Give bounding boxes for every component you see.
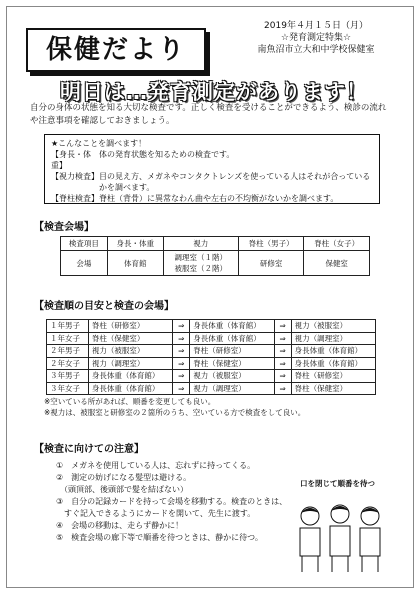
caution-item: ⑤ 検査会場の廊下等で順番を待つときは、静かに待つ。 [56, 533, 263, 542]
newsletter-title: 保健だより [45, 35, 186, 65]
table-cell: 視力（被服室） [88, 345, 172, 358]
caution-section-title: 【検査に向けての注意】 [34, 444, 144, 455]
caution-list [56, 460, 294, 544]
school-name: 南魚沼市立大和中学校保健室 [257, 45, 375, 55]
table-cell: 身長体重（体育館） [291, 357, 375, 370]
summary-row: 【身長・体重】 体の発育状態を知るための検査です。 [51, 150, 235, 170]
caution-item: ④ 会場の移動は、走らず静かに！ [56, 521, 184, 530]
table-row [47, 382, 376, 395]
table-cell: 視力（被服室） [291, 320, 375, 333]
issue-date: 2019年４月１５日（月） [264, 21, 368, 31]
table-cell: ⇒ [274, 382, 291, 395]
order-table [46, 319, 376, 395]
caution-item: （頭頂部、後頭部で髪を結ばない） [56, 485, 188, 494]
table-cell: ⇒ [274, 320, 291, 333]
intro-text: 自分の身体の状態を知る大切な検査です。正しく検査を受けることができるよう、検診の流れや注意事項を確認しておきましょう。 [30, 103, 387, 126]
table-cell: ⇒ [173, 382, 190, 395]
grade-label: １年女子 [47, 332, 89, 345]
table-cell: ⇒ [173, 320, 190, 333]
table-cell: ⇒ [173, 370, 190, 383]
table-cell: 身長体重（体育館） [88, 370, 172, 383]
table-cell: 脊柱（保健室） [291, 382, 375, 395]
table-cell: ⇒ [173, 332, 190, 345]
table-cell: 研修室 [238, 251, 304, 276]
table-cell: ⇒ [274, 370, 291, 383]
table-row [61, 237, 370, 251]
issue-meta [226, 20, 406, 56]
table-header: 身長・体重 [107, 237, 163, 251]
table-cell: 視力（調理室） [291, 332, 375, 345]
order-note: ※視力は、被服室と研修室の２箇所のうち、空いている方で検査をして良い。 [44, 408, 306, 417]
headline: 明日は…発育測定があります！ [60, 80, 368, 104]
table-header: 視力 [163, 237, 238, 251]
table-cell: 脊柱（研修室） [88, 320, 172, 333]
table-cell: ⇒ [173, 345, 190, 358]
venue-section-title: 【検査会場】 [34, 222, 94, 233]
table-cell: 調理室（１階） 被服室（２階） [163, 251, 238, 276]
table-header: 検査項目 [61, 237, 108, 251]
table-cell: 身長体重（体育館） [190, 332, 274, 345]
caution-item: ② 測定の妨げになる髪型は避ける。 [56, 473, 192, 482]
callout-text: 口を閉じて順番を待つ [300, 479, 375, 488]
issue-theme: ☆発育測定特集☆ [280, 33, 352, 43]
caution-item: すぐ記入できるようにカードを開いて、先生に渡す。 [56, 509, 256, 518]
table-row [61, 251, 370, 276]
table-cell: 視力（調理室） [190, 382, 274, 395]
table-row [47, 332, 376, 345]
newsletter-title-box [26, 28, 206, 72]
table-cell: 身長体重（体育館） [190, 320, 274, 333]
summary-heading: ★こんなことを調べます！ [51, 139, 147, 148]
grade-label: ２年男子 [47, 345, 89, 358]
table-cell: 身長体重（体育館） [88, 382, 172, 395]
table-row [47, 357, 376, 370]
grade-label: ２年女子 [47, 357, 89, 370]
table-cell: ⇒ [274, 357, 291, 370]
summary-row: 【視力検査】 目の見え方、メガネやコンタクトレンズを使っている人はそれが合っているかを調べます。 [51, 172, 371, 192]
table-cell: 保健室 [304, 251, 370, 276]
table-cell: ⇒ [274, 332, 291, 345]
table-cell: 視力（被服室） [190, 370, 274, 383]
caution-item: ① メガネを使用している人は、忘れずに持ってくる。 [56, 461, 256, 470]
order-note: ※空いている所があれば、順番を変更しても良い。 [44, 397, 216, 406]
table-cell: 身長体重（体育館） [291, 345, 375, 358]
venue-table [60, 236, 370, 276]
table-header: 脊柱（男子） [238, 237, 304, 251]
table-cell: 脊柱（保健室） [190, 357, 274, 370]
summary-row: 【脊柱検査】 脊柱（背骨）に異常なわん曲や左右の不均衡がないかを調べます。 [51, 194, 339, 203]
order-section-title: 【検査順の目安と検査の会場】 [34, 301, 174, 312]
table-cell: ⇒ [274, 345, 291, 358]
table-row [47, 370, 376, 383]
students-waiting-illustration [286, 494, 396, 576]
table-header: 脊柱（女子） [304, 237, 370, 251]
table-row [47, 345, 376, 358]
test-summary-box [44, 134, 380, 204]
grade-label: ３年男子 [47, 370, 89, 383]
table-cell: 体育館 [107, 251, 163, 276]
table-cell: 脊柱（保健室） [88, 332, 172, 345]
table-row [47, 320, 376, 333]
table-cell: 視力（調理室） [88, 357, 172, 370]
table-cell: ⇒ [173, 357, 190, 370]
caution-item: ③ 自分の記録カードを持って会場を移動する。検査のときは、 [56, 497, 288, 506]
grade-label: ３年女子 [47, 382, 89, 395]
order-notes [44, 396, 305, 418]
table-cell: 会場 [61, 251, 108, 276]
table-cell: 脊柱（研修室） [291, 370, 375, 383]
table-cell: 脊柱（研修室） [190, 345, 274, 358]
grade-label: １年男子 [47, 320, 89, 333]
